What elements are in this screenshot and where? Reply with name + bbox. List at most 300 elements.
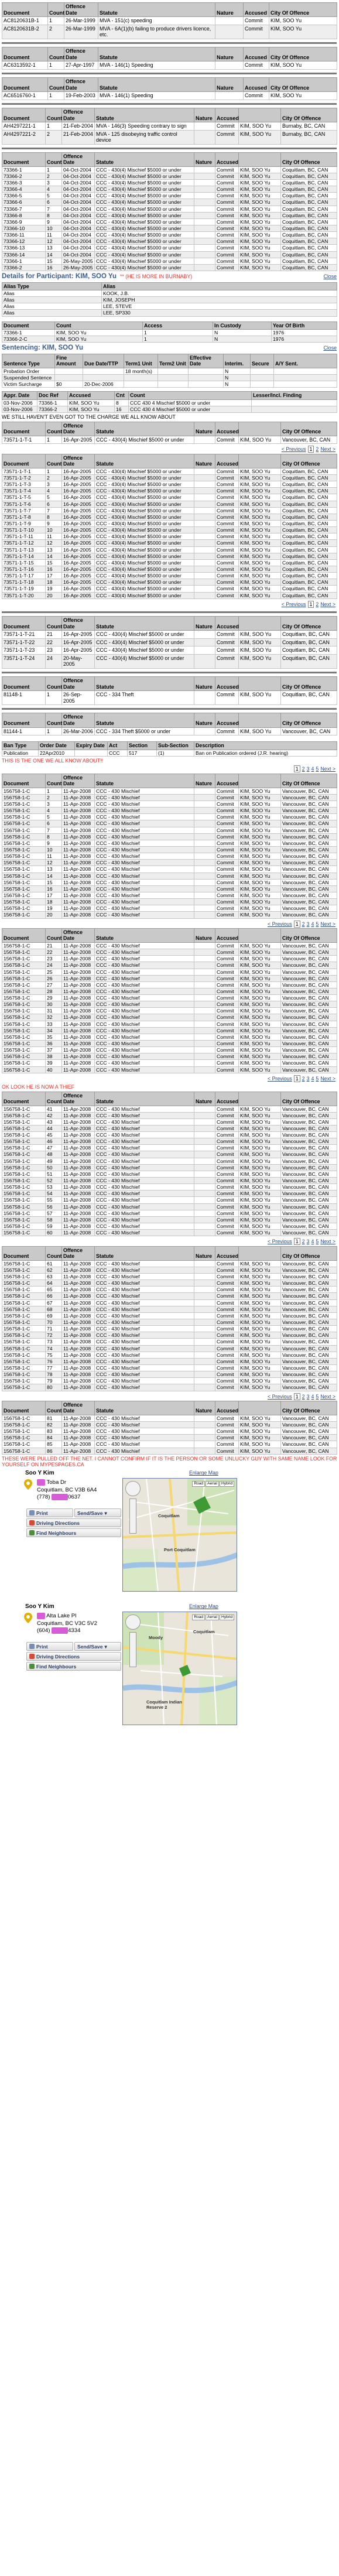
table-cell: 156758-1-C (2, 912, 46, 918)
map-view-road[interactable]: Road (192, 1614, 205, 1620)
table-cell: Vancouver, BC, CAN (281, 801, 337, 808)
pager-link[interactable]: 2 (316, 446, 319, 453)
pager-link[interactable]: 2 (302, 1075, 305, 1082)
table-cell: CCC - 430 Mischief (95, 1339, 194, 1345)
pager-link[interactable]: Next > (320, 1239, 335, 1245)
table-cell: 16-Apr-2005 (62, 573, 95, 579)
table-cell: 156758-1-C (2, 1345, 46, 1352)
table-cell: Vancouver, BC, CAN (281, 1312, 337, 1319)
table-row (2, 1210, 337, 1216)
table-cell: 16-Apr-2005 (62, 586, 95, 592)
table-cell: KIM, SOO Yu (239, 827, 281, 833)
map-zoom-control[interactable] (129, 1632, 136, 1667)
pager-link[interactable]: 5 (316, 1393, 319, 1400)
record-table-14 (2, 1246, 337, 1391)
table-cell: 11-Apr-2008 (62, 1299, 95, 1306)
table-cell: (1) (157, 750, 194, 756)
pager-link[interactable]: 5 (316, 766, 319, 772)
table-header-row (2, 713, 337, 727)
table-cell: 11-Apr-2008 (62, 899, 95, 905)
table-cell: Coquitlam, BC, CAN (281, 206, 337, 212)
table-cell: 70 (46, 1319, 62, 1325)
table-cell: KIM, SOO Yu (239, 245, 281, 251)
table-cell: Commit (215, 1203, 239, 1210)
table-cell: CCC - 430 Mischief (95, 1210, 194, 1216)
table-cell (274, 381, 337, 388)
table-cell (274, 375, 337, 381)
pager-link[interactable]: Next > (320, 766, 335, 772)
table-cell: Commit (215, 1027, 239, 1034)
pager-link[interactable]: 1 (294, 921, 300, 928)
pager-link[interactable]: 3 (306, 766, 310, 772)
table-cell: 26-Sep-2005 (62, 691, 95, 705)
table-cell: CCC - 430(4) Mischief $5000 or under (95, 592, 194, 598)
table-cell (194, 1364, 215, 1371)
map-view-aerial[interactable]: Aerial (206, 1614, 219, 1620)
table-cell: 11-Apr-2008 (62, 1041, 95, 1047)
column-header: Count (46, 713, 62, 727)
table-cell: KIM, SOO Yu (239, 1151, 281, 1158)
table-row (2, 1047, 337, 1053)
table-cell: 2 (46, 173, 62, 179)
table-cell: 11-Apr-2008 (62, 1118, 95, 1125)
table-cell: 11-Apr-2008 (62, 1364, 95, 1371)
table-cell: 11-Apr-2008 (62, 1151, 95, 1158)
table-cell: 15 (46, 879, 62, 885)
table-cell: Commit (215, 1332, 239, 1339)
column-header: Interim. (224, 354, 251, 368)
table-cell: 1 (46, 727, 62, 735)
table-cell: 73366-3 (2, 180, 46, 186)
pager-link[interactable]: Next > (320, 1075, 335, 1082)
table-row (2, 892, 337, 899)
driving-directions-button[interactable] (26, 1518, 121, 1527)
table-cell: 156758-1-C (2, 1230, 46, 1236)
chevron-down-icon: ▾ (104, 1510, 107, 1516)
print-button[interactable] (26, 1642, 73, 1651)
table-cell: KIM, SOO Yu (239, 579, 281, 586)
table-row (2, 553, 337, 559)
table-row (2, 475, 337, 481)
table-cell: KIM, SOO Yu (239, 1358, 281, 1364)
table-cell: Commit (215, 559, 239, 566)
table-cell: KIM, SOO Yu (269, 17, 337, 25)
table-cell: KIM, SOO Yu (239, 1428, 281, 1435)
pager-link[interactable]: < Previous (281, 601, 306, 607)
table-cell: KIM, SOO Yu (239, 1034, 281, 1040)
table-row (2, 853, 337, 860)
enlarge-map-link[interactable]: Enlarge Map (189, 1470, 218, 1476)
table-cell: 73571-1-T-7 (2, 507, 46, 514)
pager-link[interactable]: 4 (311, 921, 314, 927)
table-cell: 22 (46, 949, 62, 956)
table-cell: Coquitlam, BC, CAN (281, 592, 337, 598)
column-header: Accused (215, 1246, 239, 1260)
pager-link[interactable]: < Previous (267, 1393, 292, 1400)
column-header: Offence Date (62, 108, 95, 122)
table-row (2, 25, 337, 39)
column-header: City Of Offence (269, 47, 337, 61)
table-cell: 18 month(s) (124, 368, 158, 374)
table-cell: Commit (215, 514, 239, 520)
table-cell: CCC - 430 Mischief (95, 1125, 194, 1131)
pager-link[interactable]: 4 (311, 1075, 314, 1082)
table-row (2, 166, 337, 173)
table-cell: Coquitlam, BC, CAN (281, 586, 337, 592)
pager-link[interactable]: 3 (306, 1075, 310, 1082)
table-cell: 04-Oct-2004 (62, 238, 95, 245)
table-row (2, 912, 337, 918)
map-view-aerial[interactable]: Aerial (206, 1481, 219, 1487)
table-cell: KIM, SOO Yu (239, 820, 281, 827)
pager-link[interactable]: Next > (320, 601, 335, 607)
table-cell: 15 (46, 559, 62, 566)
pager-link[interactable]: 1 (308, 446, 314, 453)
table-cell: Commit (215, 592, 239, 598)
table-cell: Vancouver, BC, CAN (281, 1132, 337, 1138)
table-cell: 11-Apr-2008 (62, 808, 95, 814)
pager-link[interactable]: 5 (316, 921, 319, 927)
column-header: City Of Offence (281, 617, 337, 631)
table-cell: CCC - 430 Mischief (95, 1106, 194, 1112)
pager-link[interactable]: Next > (320, 446, 335, 453)
table-row (2, 1312, 337, 1319)
table-cell: 11-Apr-2008 (62, 1415, 95, 1421)
table-cell: 156758-1-C (2, 1293, 46, 1299)
table-cell: 156758-1-C (2, 1216, 46, 1223)
send-save-label: Send/Save (77, 1643, 103, 1650)
table-cell: 156758-1-C (2, 1138, 46, 1145)
table-cell: Vancouver, BC, CAN (281, 1210, 337, 1216)
pager-link[interactable]: 3 (306, 921, 310, 927)
table-cell: CCC - 430 Mischief (95, 840, 194, 846)
participant-close-link[interactable]: Close (323, 273, 337, 279)
table-cell: MVA - 125 disobeying traffic control device (95, 130, 194, 144)
table-cell: 11-Apr-2008 (62, 1435, 95, 1441)
pager-link[interactable]: 3 (306, 1239, 310, 1245)
table-cell: Vancouver, BC, CAN (281, 1027, 337, 1034)
table-cell: Commit (215, 180, 239, 186)
table-cell (194, 1027, 215, 1034)
table-cell: 11-Apr-2008 (62, 1034, 95, 1040)
table-cell: Vancouver, BC, CAN (281, 827, 337, 833)
column-header: Year Of Birth (272, 321, 337, 330)
table-cell: Commit (215, 1008, 239, 1014)
pager-link[interactable]: 5 (316, 1075, 319, 1082)
table-cell: Vancouver, BC, CAN (281, 1021, 337, 1027)
table-row (2, 1306, 337, 1312)
column-header: Document (2, 928, 46, 942)
table-cell: Publication (2, 750, 39, 756)
pager-link[interactable]: < Previous (267, 1239, 292, 1245)
table-cell: Coquitlam, BC, CAN (281, 186, 337, 193)
table-cell: 11-Apr-2008 (62, 1273, 95, 1280)
table-cell: 11-Apr-2008 (62, 995, 95, 1001)
table-cell: Vancouver, BC, CAN (281, 847, 337, 853)
table-cell (194, 1138, 215, 1145)
pager-link[interactable]: 1 (308, 601, 314, 608)
table-cell: 04-Oct-2004 (62, 193, 95, 199)
table-cell: Commit (215, 507, 239, 514)
table-cell (194, 122, 215, 131)
table-cell: CCC - 430 Mischief (95, 1345, 194, 1352)
table-cell: KIM, SOO Yu (239, 949, 281, 956)
table-cell: 6 (46, 820, 62, 827)
table-cell: Vancouver, BC, CAN (281, 1230, 337, 1236)
table-row (2, 1415, 337, 1421)
table-cell: 5 (46, 193, 62, 199)
table-cell: 16 (46, 566, 62, 572)
pager-link[interactable]: 2 (316, 601, 319, 607)
table-cell: 73366-6 (2, 199, 46, 206)
table-row (2, 1332, 337, 1339)
table-cell: 156758-1-C (2, 1047, 46, 1053)
table-cell: 73366-7 (2, 206, 46, 212)
table-cell: Vancouver, BC, CAN (281, 1378, 337, 1384)
listing-city: Coquitlam, BC V3B 6A4 (37, 1486, 97, 1493)
table-cell: 156758-1-C (2, 1014, 46, 1021)
table-row (2, 61, 337, 70)
pager-link[interactable]: Next > (320, 1393, 335, 1400)
table-cell: Commit (215, 1267, 239, 1273)
table-cell (194, 981, 215, 988)
table-cell: MVA - 151(c) speeding (98, 17, 215, 25)
table-cell: KIM, SOO Yu (239, 1158, 281, 1164)
table-cell: 26-Mar-2006 (62, 727, 95, 735)
send-save-button[interactable] (74, 1508, 121, 1517)
table-cell: 73571-1-T-18 (2, 579, 46, 586)
table-cell (194, 820, 215, 827)
table-cell: KIM, SOO Yu (239, 1178, 281, 1184)
table-cell: CCC - 430 Mischief (95, 1319, 194, 1325)
table-cell: MVA - 146(1) Speeding (98, 61, 215, 70)
table-cell: 2 (48, 25, 64, 39)
table-cell: CCC - 430 Mischief (95, 1267, 194, 1273)
pager-link[interactable]: < Previous (267, 1075, 292, 1082)
table-row (2, 1118, 337, 1125)
printer-icon (29, 1510, 35, 1516)
table-cell: CCC - 430 Mischief (95, 1197, 194, 1203)
table-row (2, 1267, 337, 1273)
pager-link[interactable]: 4 (311, 1393, 314, 1400)
map-1[interactable] (122, 1478, 237, 1592)
table-cell: 16 (46, 885, 62, 892)
table-cell: Vancouver, BC, CAN (281, 1428, 337, 1435)
table-row (2, 899, 337, 905)
pager-link[interactable]: 1 (294, 765, 300, 772)
column-header: Accused (215, 108, 239, 122)
table-cell: Commit (215, 1190, 239, 1197)
table-cell: 11-Apr-2008 (62, 1178, 95, 1184)
table-row (2, 727, 337, 735)
table-cell (194, 225, 215, 232)
table-row (2, 988, 337, 994)
column-header: Sub-Section (157, 742, 194, 750)
table-cell: 10 (46, 847, 62, 853)
table-cell: 17 (46, 892, 62, 899)
table-cell: 21-Feb-2004 (62, 130, 95, 144)
table-cell (194, 1034, 215, 1040)
table-cell (194, 873, 215, 879)
map-view-road[interactable]: Road (192, 1481, 205, 1487)
table-cell: CCC - 430 Mischief (95, 1184, 194, 1190)
pager-link[interactable]: Next > (320, 921, 335, 927)
table-row (2, 1339, 337, 1345)
table-cell: CCC - 430(4) Mischief $5000 or under (95, 218, 194, 225)
pager-link[interactable]: 5 (316, 1239, 319, 1245)
table-cell: Commit (215, 814, 239, 820)
column-header: Statute (95, 1092, 194, 1106)
phone-suffix: 0637 (68, 1494, 81, 1501)
pager-link[interactable]: 2 (302, 1239, 305, 1245)
enlarge-map-link[interactable]: Enlarge Map (189, 1603, 218, 1610)
note-bottom (2, 1456, 337, 1468)
table-cell: CCC - 430 Mischief (95, 1027, 194, 1034)
table-cell: 156758-1-C (2, 794, 46, 800)
table-cell: Vancouver, BC, CAN (281, 1008, 337, 1014)
table-cell: KIM, SOO Yu (239, 553, 281, 559)
table-cell: 26-May-2005 (62, 264, 95, 271)
table-cell: 156758-1-C (2, 801, 46, 808)
pager-link[interactable]: 4 (311, 766, 314, 772)
table-cell: Commit (215, 654, 239, 668)
table-cell: 156758-1-C (2, 827, 46, 833)
send-save-button[interactable] (74, 1642, 121, 1651)
table-cell: KIM, SOO Yu (239, 501, 281, 507)
table-cell: 38 (46, 1053, 62, 1060)
sentencing-close-link[interactable]: Close (323, 345, 337, 351)
table-cell: 73366-5 (2, 193, 46, 199)
table-row (2, 885, 337, 892)
participant-title: Details for Participant: KIM, SOO Yu (2, 273, 117, 280)
table-cell: 156758-1-C (2, 1053, 46, 1060)
pager-link[interactable]: 3 (306, 1393, 310, 1400)
table-cell: 16-Apr-2005 (62, 501, 95, 507)
map-view-hybrid[interactable]: Hybrid (220, 1481, 234, 1487)
table-cell (194, 949, 215, 956)
find-neighbours-button[interactable] (26, 1662, 121, 1671)
table-cell: KIM, SOO Yu (239, 1422, 281, 1428)
note-theft: WE STILL HAVEN'T EVEN GOT TO THE CHARGE WE ALL KNOW ABOUT (2, 414, 176, 420)
table-cell: KIM, SOO Yu (68, 399, 115, 406)
table-cell: 11-Apr-2008 (62, 956, 95, 962)
table-row (2, 847, 337, 853)
table-cell: CCC - 430 Mischief (95, 1358, 194, 1364)
driving-directions-button[interactable] (26, 1652, 121, 1661)
table-cell (194, 1435, 215, 1441)
table-cell (194, 654, 215, 668)
table-cell: 73571-1-T-22 (2, 638, 46, 646)
pager-link[interactable]: 4 (311, 1239, 314, 1245)
table-cell: 156758-1-C (2, 1158, 46, 1164)
table-cell (55, 375, 83, 381)
column-header: Offence Date (62, 422, 95, 436)
table-cell: 156758-1-C (2, 1027, 46, 1034)
table-cell: KIM, SOO Yu (239, 533, 281, 540)
record-table-9 (2, 676, 337, 705)
table-cell: Vancouver, BC, CAN (281, 1352, 337, 1358)
table-cell: 73571-1-T-16 (2, 566, 46, 572)
table-cell: Commit (215, 631, 239, 639)
table-cell (194, 1008, 215, 1014)
pager-link[interactable]: < Previous (267, 921, 292, 927)
table-cell: KIM, SOO Yu (239, 527, 281, 533)
table-row (2, 1280, 337, 1287)
table-cell: 156758-1-C (2, 942, 46, 949)
pager-link[interactable]: 2 (302, 921, 305, 927)
find-neighbours-button[interactable] (26, 1528, 121, 1537)
table-cell: 11-Apr-2008 (62, 1345, 95, 1352)
table-cell: 15 (46, 258, 62, 264)
table-cell: Commit (215, 251, 239, 258)
table-cell: 11-Apr-2008 (62, 949, 95, 956)
pager-link[interactable]: 1 (294, 1238, 300, 1245)
map-pin-icon (24, 1613, 32, 1623)
table-cell (194, 866, 215, 873)
print-button[interactable] (26, 1508, 73, 1517)
pager-link[interactable]: < Previous (281, 446, 306, 453)
column-header: Accused (215, 617, 239, 631)
table-cell: Commit (215, 1106, 239, 1112)
table-cell: Coquitlam, BC, CAN (281, 533, 337, 540)
column-header: Nature (194, 108, 215, 122)
pager-link[interactable]: 1 (294, 1393, 300, 1400)
pager-link[interactable]: 2 (302, 766, 305, 772)
table-header-row (2, 392, 337, 400)
table-cell: 04-Oct-2004 (62, 173, 95, 179)
table-cell: KIM, SOO Yu (239, 1332, 281, 1339)
table-row (2, 186, 337, 193)
table-cell: 41 (46, 1106, 62, 1112)
table-cell: Commit (215, 1138, 239, 1145)
table-cell: AC8120631B-2 (2, 25, 48, 39)
table-cell: 156758-1-C (2, 962, 46, 969)
table-cell: CCC - 430 Mischief (95, 866, 194, 873)
table-cell: Vancouver, BC, CAN (281, 1034, 337, 1040)
pager-link[interactable]: 1 (294, 1075, 300, 1082)
table-cell: CCC - 430 Mischief (95, 788, 194, 794)
table-cell: 65 (46, 1287, 62, 1293)
map-zoom-control[interactable] (129, 1499, 136, 1534)
table-cell: 73571-1-T-10 (2, 527, 46, 533)
table-row (2, 1014, 337, 1021)
map-2[interactable] (122, 1612, 237, 1725)
table-cell: 11-Apr-2008 (62, 969, 95, 975)
table-cell: Vancouver, BC, CAN (281, 1158, 337, 1164)
table-cell: Commit (215, 533, 239, 540)
column-header: Accused (215, 1092, 239, 1106)
table-cell: Vancouver, BC, CAN (281, 1060, 337, 1066)
table-cell (194, 206, 215, 212)
table-cell: 49 (46, 1158, 62, 1164)
table-row (2, 122, 337, 131)
table-cell (194, 1047, 215, 1053)
table-cell: 1 (46, 468, 62, 474)
table-cell: CCC - 430 Mischief (95, 988, 194, 994)
table-row (2, 1112, 337, 1118)
table-cell: KIM, SOO Yu (239, 956, 281, 962)
printer-icon (29, 1644, 35, 1649)
table-cell: KIM, SOO Yu (239, 1223, 281, 1230)
print-label: Print (36, 1510, 48, 1516)
map-view-hybrid[interactable]: Hybrid (220, 1614, 234, 1620)
table-cell: 11-Apr-2008 (62, 1280, 95, 1287)
table-cell (124, 381, 158, 388)
table-cell: CCC (108, 750, 128, 756)
table-cell: KIM, SOO Yu (239, 969, 281, 975)
table-cell (215, 61, 244, 70)
pager-link[interactable]: 2 (302, 1393, 305, 1400)
